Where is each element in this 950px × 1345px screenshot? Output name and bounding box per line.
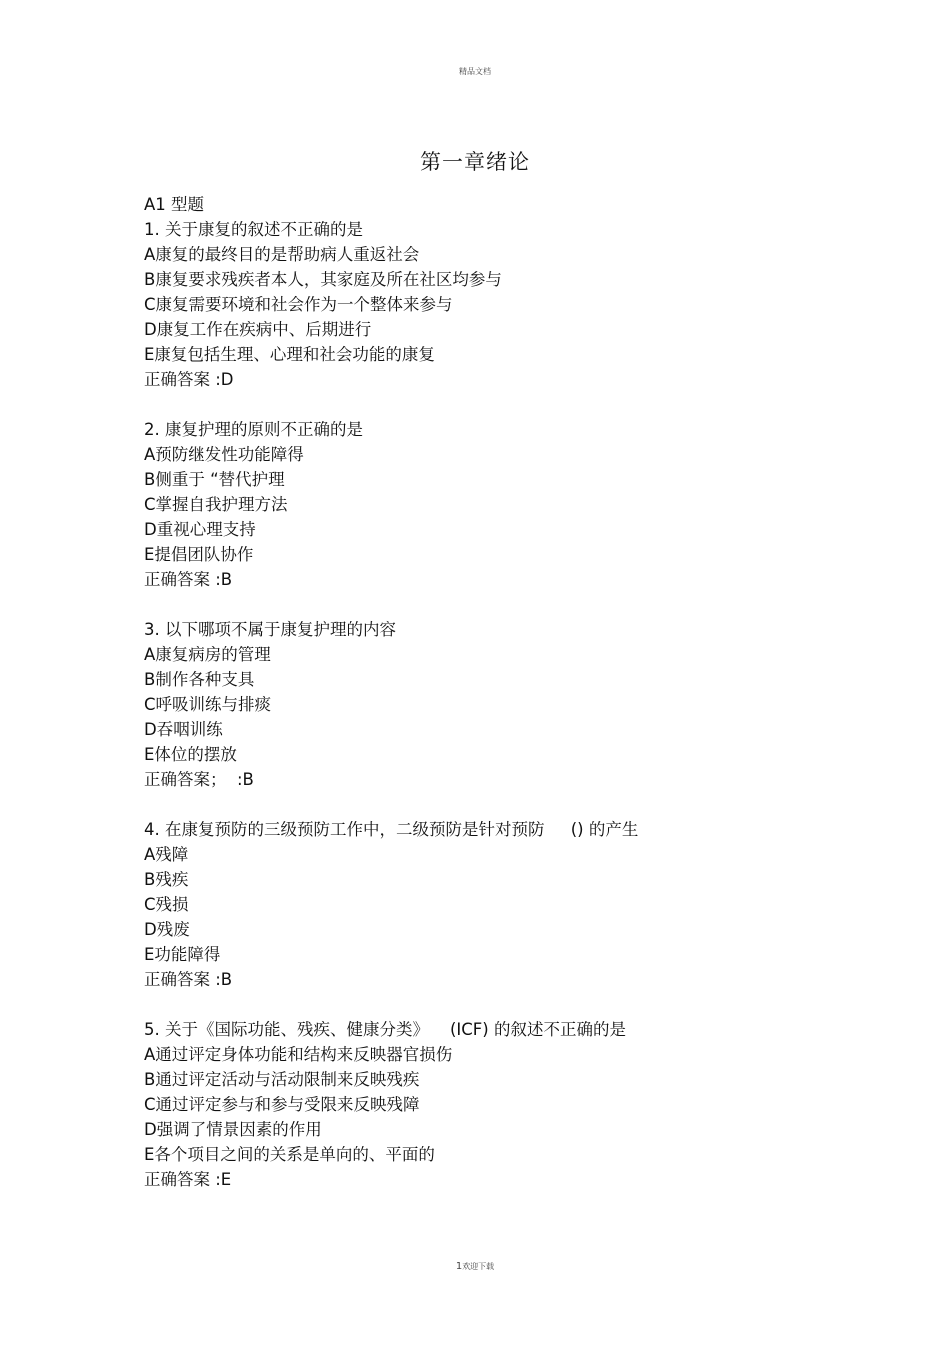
correct-answer: 正确答案 :E xyxy=(144,1170,232,1189)
option-d: D强调了情景因素的作用 xyxy=(144,1120,322,1139)
option-d: D残废 xyxy=(144,920,190,939)
option-d: D吞咽训练 xyxy=(144,720,223,739)
question-stem: 4. 在康复预防的三级预防工作中，二级预防是针对预防 () 的产生 xyxy=(144,820,639,839)
option-b: B残疾 xyxy=(144,870,189,889)
option-c: C掌握自我护理方法 xyxy=(144,495,288,514)
option-c: C呼吸训练与排痰 xyxy=(144,695,272,714)
option-a: A预防继发性功能障得 xyxy=(144,445,304,464)
option-e: E功能障得 xyxy=(144,945,221,964)
correct-answer: 正确答案 :B xyxy=(144,570,233,589)
option-a: A康复病房的管理 xyxy=(144,645,271,664)
question-2 xyxy=(144,417,864,592)
option-c: C康复需要环境和社会作为一个整体来参与 xyxy=(144,295,453,314)
option-d: D康复工作在疾病中、后期进行 xyxy=(144,320,372,339)
correct-answer: 正确答案 :D xyxy=(144,370,234,389)
option-a: A康复的最终目的是帮助病人重返社会 xyxy=(144,245,420,264)
option-b: B通过评定活动与活动限制来反映残疾 xyxy=(144,1070,420,1089)
option-b: B制作各种支具 xyxy=(144,670,255,689)
correct-answer: 正确答案 :B xyxy=(144,970,233,989)
question-list xyxy=(144,192,864,1217)
option-a: A残障 xyxy=(144,845,189,864)
option-e: E康复包括生理、心理和社会功能的康复 xyxy=(144,345,435,364)
question-5 xyxy=(144,1017,864,1192)
option-d: D重视心理支持 xyxy=(144,520,256,539)
option-e: E提倡团队协作 xyxy=(144,545,254,564)
option-b: B侧重于 “替代护理 xyxy=(144,470,285,489)
section-label: A1 型题 xyxy=(144,195,205,214)
page-footer xyxy=(0,1261,950,1272)
question-stem: 5. 关于《国际功能、残疾、健康分类》 (ICF) 的叙述不正确的是 xyxy=(144,1020,626,1039)
option-c: C残损 xyxy=(144,895,189,914)
option-e: E各个项目之间的关系是单向的、平面的 xyxy=(144,1145,435,1164)
chapter-title: 第一章绪论 xyxy=(420,150,530,174)
option-c: C通过评定参与和参与受限来反映残障 xyxy=(144,1095,420,1114)
question-1 xyxy=(144,217,864,392)
correct-answer: 正确答案； :B xyxy=(144,770,254,789)
option-e: E体位的摆放 xyxy=(144,745,237,764)
question-stem: 3. 以下哪项不属于康复护理的内容 xyxy=(144,620,396,639)
question-3 xyxy=(144,617,864,792)
page-header: 精品文档 xyxy=(459,67,491,76)
page-number: 1 xyxy=(455,1261,463,1272)
footer-text: 欢迎下载 xyxy=(462,1262,495,1271)
question-stem: 1. 关于康复的叙述不正确的是 xyxy=(144,220,363,239)
option-a: A通过评定身体功能和结构来反映器官损伤 xyxy=(144,1045,453,1064)
question-4 xyxy=(144,817,864,992)
option-b: B康复要求残疾者本人，其家庭及所在社区均参与 xyxy=(144,270,502,289)
question-stem: 2. 康复护理的原则不正确的是 xyxy=(144,420,363,439)
